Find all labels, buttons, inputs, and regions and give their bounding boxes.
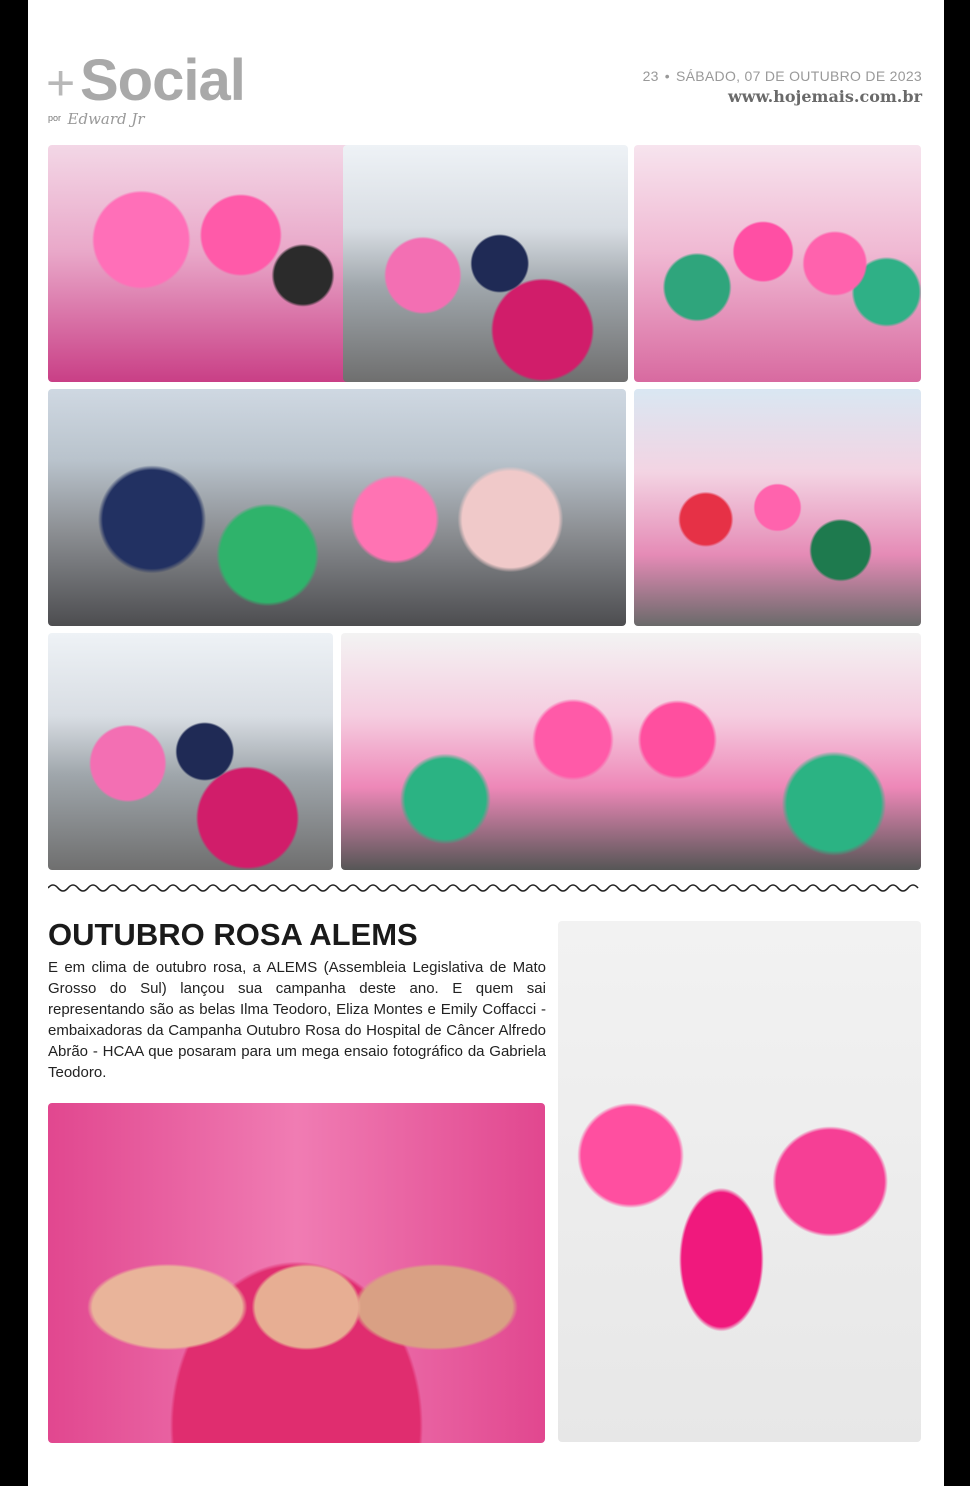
- photo-race-trio: [48, 145, 359, 382]
- byline: [48, 112, 145, 127]
- newspaper-page: [28, 0, 944, 1486]
- article-body: E em clima de outubro rosa, a ALEMS (Assembleia Legislativa de Mato Grosso do Sul) lançou sua campanha deste ano. E quem sai representando são as belas Ilma Teodoro, Eliza Montes e Emily Coffacci - embaixadoras da Campanha Outubro Rosa do Hospital de Câncer Alfredo Abrão - HCAA que posaram para um mega ensaio fotográfico da Gabriela Teodoro.: [48, 959, 546, 1081]
- separator-dot: •: [664, 68, 670, 84]
- photo-ambassadors-seated: [558, 921, 921, 1442]
- page-meta: [643, 68, 922, 106]
- page-number: 23: [642, 68, 659, 84]
- byline-prefix: por: [48, 113, 62, 123]
- publication-date: SÁBADO, 07 DE OUTUBRO DE 2023: [675, 68, 922, 84]
- photo-youth-group: [48, 389, 626, 626]
- photo-winners-trophies: [341, 633, 921, 870]
- photo-medal-group: [634, 145, 921, 382]
- page-date-line: [643, 68, 922, 84]
- photo-tent-table: [48, 633, 333, 870]
- website-link[interactable]: www.hojemais.com.br: [727, 87, 922, 106]
- byline-signature: Edward Jr: [67, 110, 145, 128]
- photo-ambassadors-flowers: [48, 1103, 545, 1443]
- section-name: Social: [80, 48, 245, 113]
- photo-podium: [634, 389, 921, 626]
- article-headline: OUTUBRO ROSA ALEMS: [48, 917, 418, 952]
- section-plus-sign: +: [46, 55, 76, 111]
- wavy-divider: [48, 876, 922, 900]
- photo-tent-couple: [343, 145, 628, 382]
